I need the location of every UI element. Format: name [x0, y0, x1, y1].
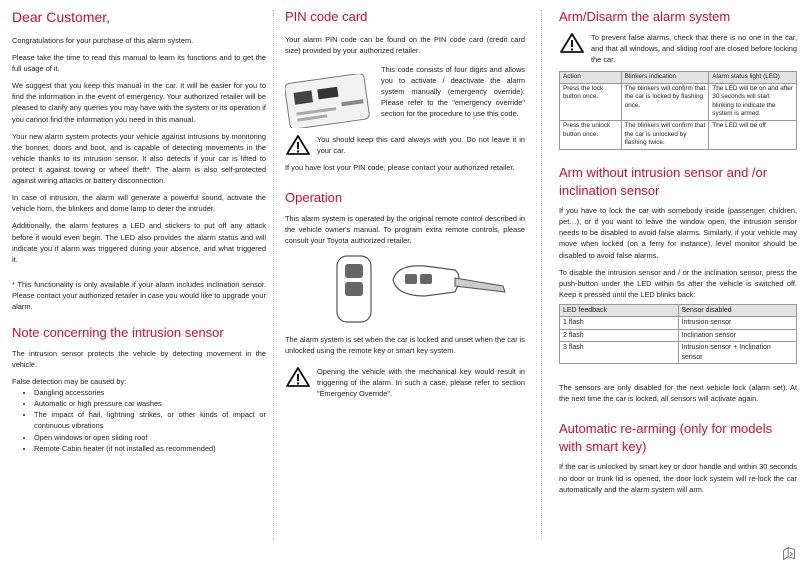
intrusion-paragraph-2: False detection may be caused by:	[12, 376, 127, 386]
remote-keys-illustration	[285, 252, 525, 330]
false-detection-list	[12, 387, 266, 454]
warning-icon	[285, 134, 311, 156]
arm-disarm-heading: Arm/Disarm the alarm system	[559, 9, 731, 24]
table-header: Alarm status light (LED)	[709, 71, 797, 83]
list-item: • The impact of hail, lightning strikes, or other kinds of impact or continuous vibrations	[34, 409, 266, 431]
pin-paragraph-3: If you have lost your PIN code, please contact your authorized retailer.	[285, 162, 515, 172]
intro-paragraph-2: Please take the time to read this manual to learn its functions and to get the full usage of it.	[12, 53, 266, 74]
table-cell: Press the lock button once.	[560, 83, 622, 121]
list-item: • Automatic or high pressure car washes	[34, 398, 266, 409]
table-row	[560, 83, 797, 121]
pin-card-illustration	[285, 74, 373, 128]
pin-paragraph-2: This code consists of four digits and allows you to activate / deactivate the alarm system manually (emergency override). Please refer to the "emergency override" section for the procedure to use this code.	[381, 64, 525, 119]
false-alarm-warning: To prevent false alarms, check that there is no one in the car, and that all windows, and sliding roof are closed before locking the car.	[591, 32, 797, 64]
warning-icon	[559, 32, 585, 54]
table-cell: 1 flash	[560, 317, 679, 329]
list-item: • Dangling accessories	[34, 387, 266, 398]
column-divider-2	[541, 10, 542, 540]
column-1	[12, 8, 266, 454]
intro-paragraph-3: We suggest that you keep this manual in the car. It will be easier for you to find the information in the event of emergency. Your authorized retailer will be pleased to clarify any queries you may have with the system or its operation if you cannot find the information you need in this manual.	[12, 81, 266, 124]
footnote: * This functionality is only available if your alarm includes inclination sensor. Please contact your authorized retailer in case you would like to upgrade your alarm.	[12, 279, 266, 312]
table-cell: 2 flash	[560, 329, 679, 341]
table-row	[560, 317, 797, 329]
table-row	[560, 121, 797, 150]
page-turn-icon	[780, 545, 798, 563]
column-divider-1	[273, 10, 274, 540]
dear-customer-heading: Dear Customer,	[12, 9, 111, 25]
table-row	[560, 329, 797, 341]
table-cell: Press the unlock button once.	[560, 121, 622, 150]
sensor-disable-heading: Arm without intrusion sensor and /or inclination sensor	[559, 165, 768, 198]
table-header: Blinkers indication	[621, 71, 709, 83]
pin-warning-text: You should keep this card always with you. Do not leave it in your car.	[317, 134, 525, 155]
auto-rearm-heading: Automatic re-arming (only for models with smart key)	[559, 421, 773, 454]
table-cell: 3 flash	[560, 342, 679, 364]
table-header: Sensor disabled	[678, 304, 797, 316]
intro-paragraph-5: In case of intrusion, the alarm will generate a powerful sound, activate the vehicle horn, the blinkers and dome lamp to deter the intruder.	[12, 193, 266, 214]
table-cell: The blinkers will confirm that the car is unlocked by flashing twice.	[621, 121, 709, 150]
table-header: Action	[560, 71, 622, 83]
sensor-paragraph-1: If you have to lock the car with somebody inside (passenger, children, pet…), or if you want to leave the window open, the intrusion sensor needs to be disabled to avoid false alarms. Similarly, if your vehicle may move when locked (on a ferry for instance), level monitor should be disabled to avoid false alarms.	[559, 206, 797, 260]
list-item: • Remote Cabin heater (if not installed as recommended)	[34, 443, 266, 454]
pin-code-heading: PIN code card	[285, 9, 368, 24]
pin-paragraph-1: Your alarm PIN code can be found on the PIN code card (credit card size) provided by your authorized retailer.	[285, 34, 525, 55]
mechanical-key-warning: Opening the vehicle with the mechanical key would result in triggering of the alarm. In such a case, please refer to section "Emergency Override".	[317, 367, 525, 399]
sensor-paragraph-2: To disable the intrusion sensor and / or the inclination sensor, press the push-button under the LED within 5s after the vehicle is switched off. Keep it pressed until the LED blinks back:	[559, 267, 797, 299]
led-feedback-table	[559, 304, 797, 364]
rearm-paragraph: If the car is unlocked by smart key or door handle and within 30 seconds no door or trunk lid is opened, the door lock system will re-lock the car automatically and the alarm system will arm.	[559, 462, 797, 494]
table-cell: The blinkers will confirm that the car is locked by flashing once.	[621, 83, 709, 121]
intrusion-sensor-heading: Note concerning the intrusion sensor	[12, 325, 224, 341]
table-cell: The LED will be off.	[709, 121, 797, 150]
intrusion-paragraph-1: The intrusion sensor protects the vehicle by detecting movement in the vehicle.	[12, 348, 266, 369]
table-cell: Intrusion sensor + Inclination sensor	[678, 342, 797, 364]
column-3	[559, 8, 797, 495]
arm-disarm-table	[559, 71, 797, 150]
table-cell: The LED will be on and after 30 seconds will start blinking to indicate the system is armed.	[709, 83, 797, 121]
table-header: LED feedback	[560, 304, 679, 316]
intro-paragraph-6: Additionally, the alarm features a LED and stickers to put off any attack before it would even begin. The LED also provides the alarm status and will indicate you if alarm was triggered during your absence, and what triggered it.	[12, 221, 266, 264]
list-item: • Open windows or open sliding roof	[34, 432, 266, 443]
intro-paragraph-1: Congratulations for your purchase of this alarm system.	[12, 35, 194, 45]
intro-paragraph-4: Your new alarm system protects your vehicle against intrusions by monitoring the bonnet, doors and boot, and is capable of detecting movements in the vehicle thanks to its intrusion sensor. It also detects if your car is lifted to protect it against towing or wheel theft*. The alarm is also self-protected against wiring attacks or battery disconnection.	[12, 131, 266, 186]
operation-paragraph-1: This alarm system is operated by the original remote control described in the vehicle owner's manual. To program extra remote controls, please consult your Toyota authorized retailer.	[285, 213, 525, 245]
warning-icon	[285, 366, 311, 388]
column-2	[285, 8, 525, 400]
table-row	[560, 342, 797, 364]
table-cell: Intrusion sensor	[678, 317, 797, 329]
sensor-paragraph-3: The sensors are only disabled for the next vehicle lock (alarm set). At the next time the car is locked, all sensors will activate again.	[559, 383, 797, 404]
keys-icon	[285, 252, 525, 330]
table-cell: Inclination sensor	[678, 329, 797, 341]
operation-paragraph-2: The alarm system is set when the car is locked and unset when the car is unlocked using the remote key or smart key system.	[285, 334, 525, 356]
operation-heading: Operation	[285, 190, 343, 206]
